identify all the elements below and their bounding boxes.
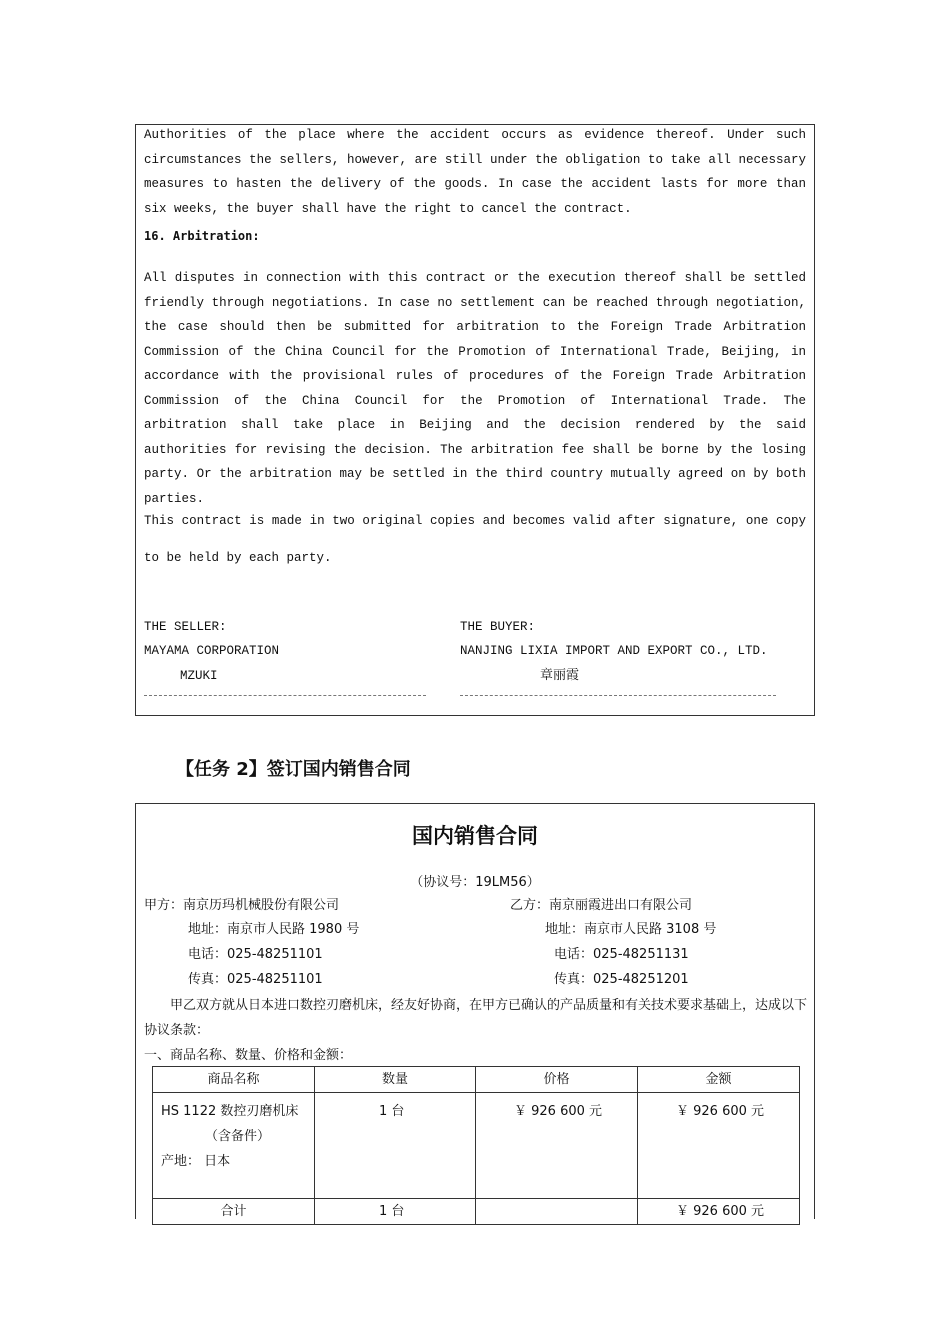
total-label: 合计 — [153, 1199, 315, 1225]
party-a-name: 甲方：南京历玛机械股份有限公司 — [144, 898, 340, 913]
section-1-heading: 一、商品名称、数量、价格和金额： — [144, 1048, 353, 1063]
product-price: ￥ 926 600 元 — [476, 1093, 638, 1199]
seller-signatory: MZUKI — [180, 669, 218, 683]
goods-table — [152, 1066, 800, 1225]
buyer-signatory: 章丽霞 — [540, 668, 580, 683]
product-amount: ￥ 926 600 元 — [638, 1093, 800, 1199]
total-row — [153, 1199, 800, 1225]
seller-name: MAYAMA CORPORATION — [144, 644, 280, 658]
task-heading: 【任务 2】签订国内销售合同 — [176, 759, 411, 780]
product-spare-parts: （含备件） — [205, 1129, 271, 1144]
product-origin: 产地： 日本 — [161, 1154, 231, 1169]
table-row — [153, 1093, 800, 1199]
intro-paragraph: 甲乙双方就从日本进口数控刃磨机床，经友好协商，在甲方已确认的产品质量和有关技术要求基础上，达成以下协议条款： — [144, 998, 808, 1038]
party-b-name: 乙方：南京丽霞进出口有限公司 — [510, 898, 693, 913]
product-name: HS 1122 数控刃磨机床 — [161, 1104, 299, 1119]
party-a-address: 地址：南京市人民路 1980 号 — [188, 922, 360, 937]
final-clause-paragraph: This contract is made in two original copies and becomes valid after signature, one copy to be held by each party. — [144, 514, 806, 565]
total-price — [476, 1199, 638, 1225]
header-product-name: 商品名称 — [153, 1067, 315, 1093]
party-b-fax: 传真：025-48251201 — [554, 972, 689, 987]
seller-heading: THE SELLER: — [144, 620, 227, 634]
arbitration-heading: 16. Arbitration: — [144, 229, 260, 243]
product-name-cell — [153, 1093, 315, 1199]
contract-title: 国内销售合同 — [412, 824, 538, 848]
header-amount: 金额 — [638, 1067, 800, 1093]
party-b-phone: 电话：025-48251131 — [554, 947, 689, 962]
table-header-row — [153, 1067, 800, 1093]
total-quantity: 1 台 — [315, 1199, 476, 1225]
header-quantity: 数量 — [315, 1067, 476, 1093]
product-quantity: 1 台 — [315, 1093, 476, 1199]
agreement-number: （协议号：19LM56） — [410, 875, 540, 890]
party-b-address: 地址：南京市人民路 3108 号 — [545, 922, 717, 937]
buyer-name: NANJING LIXIA IMPORT AND EXPORT CO., LTD. — [460, 644, 768, 658]
contract-en-box — [135, 124, 815, 716]
total-amount: ￥ 926 600 元 — [638, 1199, 800, 1225]
seller-signature-line — [144, 695, 426, 696]
party-a-phone: 电话：025-48251101 — [188, 947, 323, 962]
buyer-signature-line — [460, 695, 776, 696]
arbitration-paragraph: All disputes in connection with this contract or the execution thereof shall be settled friendly through negotiations. In case no settlement can be reached through negotiation, the case should then be submitted for arbitration to the Foreign Trade Arbitration Commission of the China Council for the Promotion of International Trade, Beijing, in accordance with the provisional rules of procedures of the Foreign Trade Arbitration Commission of the China Council for the Promotion of International Trade. The arbitration shall take place in Beijing and the decision rendered by the said authorities for revising the decision. The arbitration fee shall be borne by the losing party. Or the arbitration may be settled in the third country mutually agreed on by both parties. — [144, 271, 806, 506]
buyer-heading: THE BUYER: — [460, 620, 536, 634]
party-a-fax: 传真：025-48251101 — [188, 972, 323, 987]
header-price: 价格 — [476, 1067, 638, 1093]
contract-cn-box — [135, 803, 815, 1219]
force-majeure-paragraph: Authorities of the place where the accident occurs as evidence thereof. Under such circumstances the sellers, however, are still under the obligation to take all necessary measures to hasten the delivery of the goods. In case the accident lasts for more than six weeks, the buyer shall have the right to cancel the contract. — [144, 128, 806, 216]
